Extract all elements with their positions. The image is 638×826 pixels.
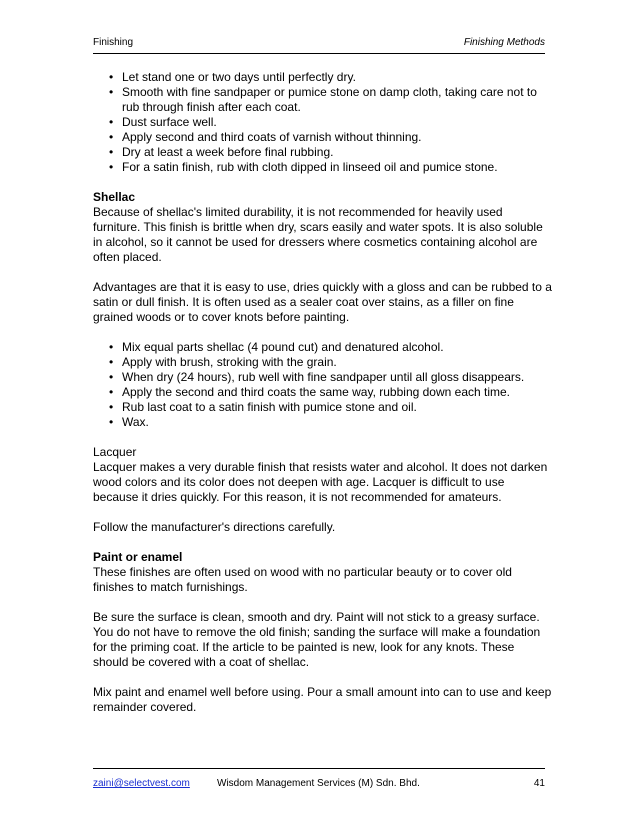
list-item: • Apply the second and third coats the same way, rubbing down each time. <box>122 385 553 400</box>
shellac-steps-list <box>93 340 553 430</box>
list-item: • Apply with brush, stroking with the grain. <box>122 355 553 370</box>
footer-email-link[interactable]: zaini@selectvest.com <box>93 778 190 789</box>
paint-paragraph-2: Be sure the surface is clean, smooth and dry. Paint will not stick to a greasy surface. You do not have to remove the old finish; sanding the surface will make a foundation for the priming coat. If the article to be painted is new, look for any knots. These should be covered with a coat of shellac. <box>93 610 541 669</box>
page-content <box>93 70 553 715</box>
paint-paragraph-1: These finishes are often used on wood with no particular beauty or to cover old finishes to match furnishings. <box>93 565 512 594</box>
shellac-paragraph-2: Advantages are that it is easy to use, dries quickly with a gloss and can be rubbed to a satin or dull finish. It is often used as a sealer coat over stains, as a filler on fine grained woods or to cover knots before painting. <box>93 280 552 324</box>
list-item: • Let stand one or two days until perfectly dry. <box>122 70 553 85</box>
list-item: • Apply second and third coats of varnish without thinning. <box>122 130 553 145</box>
intro-bullet-list <box>93 70 553 175</box>
list-item: • Rub last coat to a satin finish with pumice stone and oil. <box>122 400 553 415</box>
list-item: • Wax. <box>122 415 553 430</box>
header-divider <box>93 53 545 54</box>
shellac-paragraph-1: Because of shellac's limited durability, it is not recommended for heavily used furniture. This finish is brittle when dry, scars easily and water spots. It is also soluble in alcohol, so it cannot be used for dressers where cosmetics containing alcohol are often placed. <box>93 205 543 264</box>
list-item: • For a satin finish, rub with cloth dipped in linseed oil and pumice stone. <box>122 160 553 175</box>
list-item: • Smooth with fine sandpaper or pumice stone on damp cloth, taking care not to rub through finish after each coat. <box>122 85 553 115</box>
paint-paragraph-3: Mix paint and enamel well before using. Pour a small amount into can to use and keep remainder covered. <box>93 685 552 714</box>
header-left: Finishing <box>93 37 134 48</box>
page-footer <box>93 778 545 789</box>
lacquer-paragraph-2: Follow the manufacturer's directions carefully. <box>93 520 336 534</box>
page-number: 41 <box>533 778 545 789</box>
header-right: Finishing Methods <box>463 37 545 48</box>
list-item: • Dry at least a week before final rubbing. <box>122 145 553 160</box>
lacquer-paragraph-1: Lacquer makes a very durable finish that resists water and alcohol. It does not darken wood colors and its color does not deepen with age. Lacquer is difficult to use because it dries quickly. For this reason, it is not recommended for amateurs. <box>93 460 548 504</box>
shellac-heading: Shellac <box>93 190 136 204</box>
footer-organization: Wisdom Management Services (M) Sdn. Bhd. <box>217 778 420 789</box>
list-item: • Mix equal parts shellac (4 pound cut) and denatured alcohol. <box>122 340 553 355</box>
lacquer-heading: Lacquer <box>93 445 137 459</box>
list-item: • When dry (24 hours), rub well with fine sandpaper until all gloss disappears. <box>122 370 553 385</box>
paint-heading: Paint or enamel <box>93 550 183 564</box>
list-item: • Dust surface well. <box>122 115 553 130</box>
page-header <box>93 37 545 48</box>
footer-divider <box>93 768 545 769</box>
